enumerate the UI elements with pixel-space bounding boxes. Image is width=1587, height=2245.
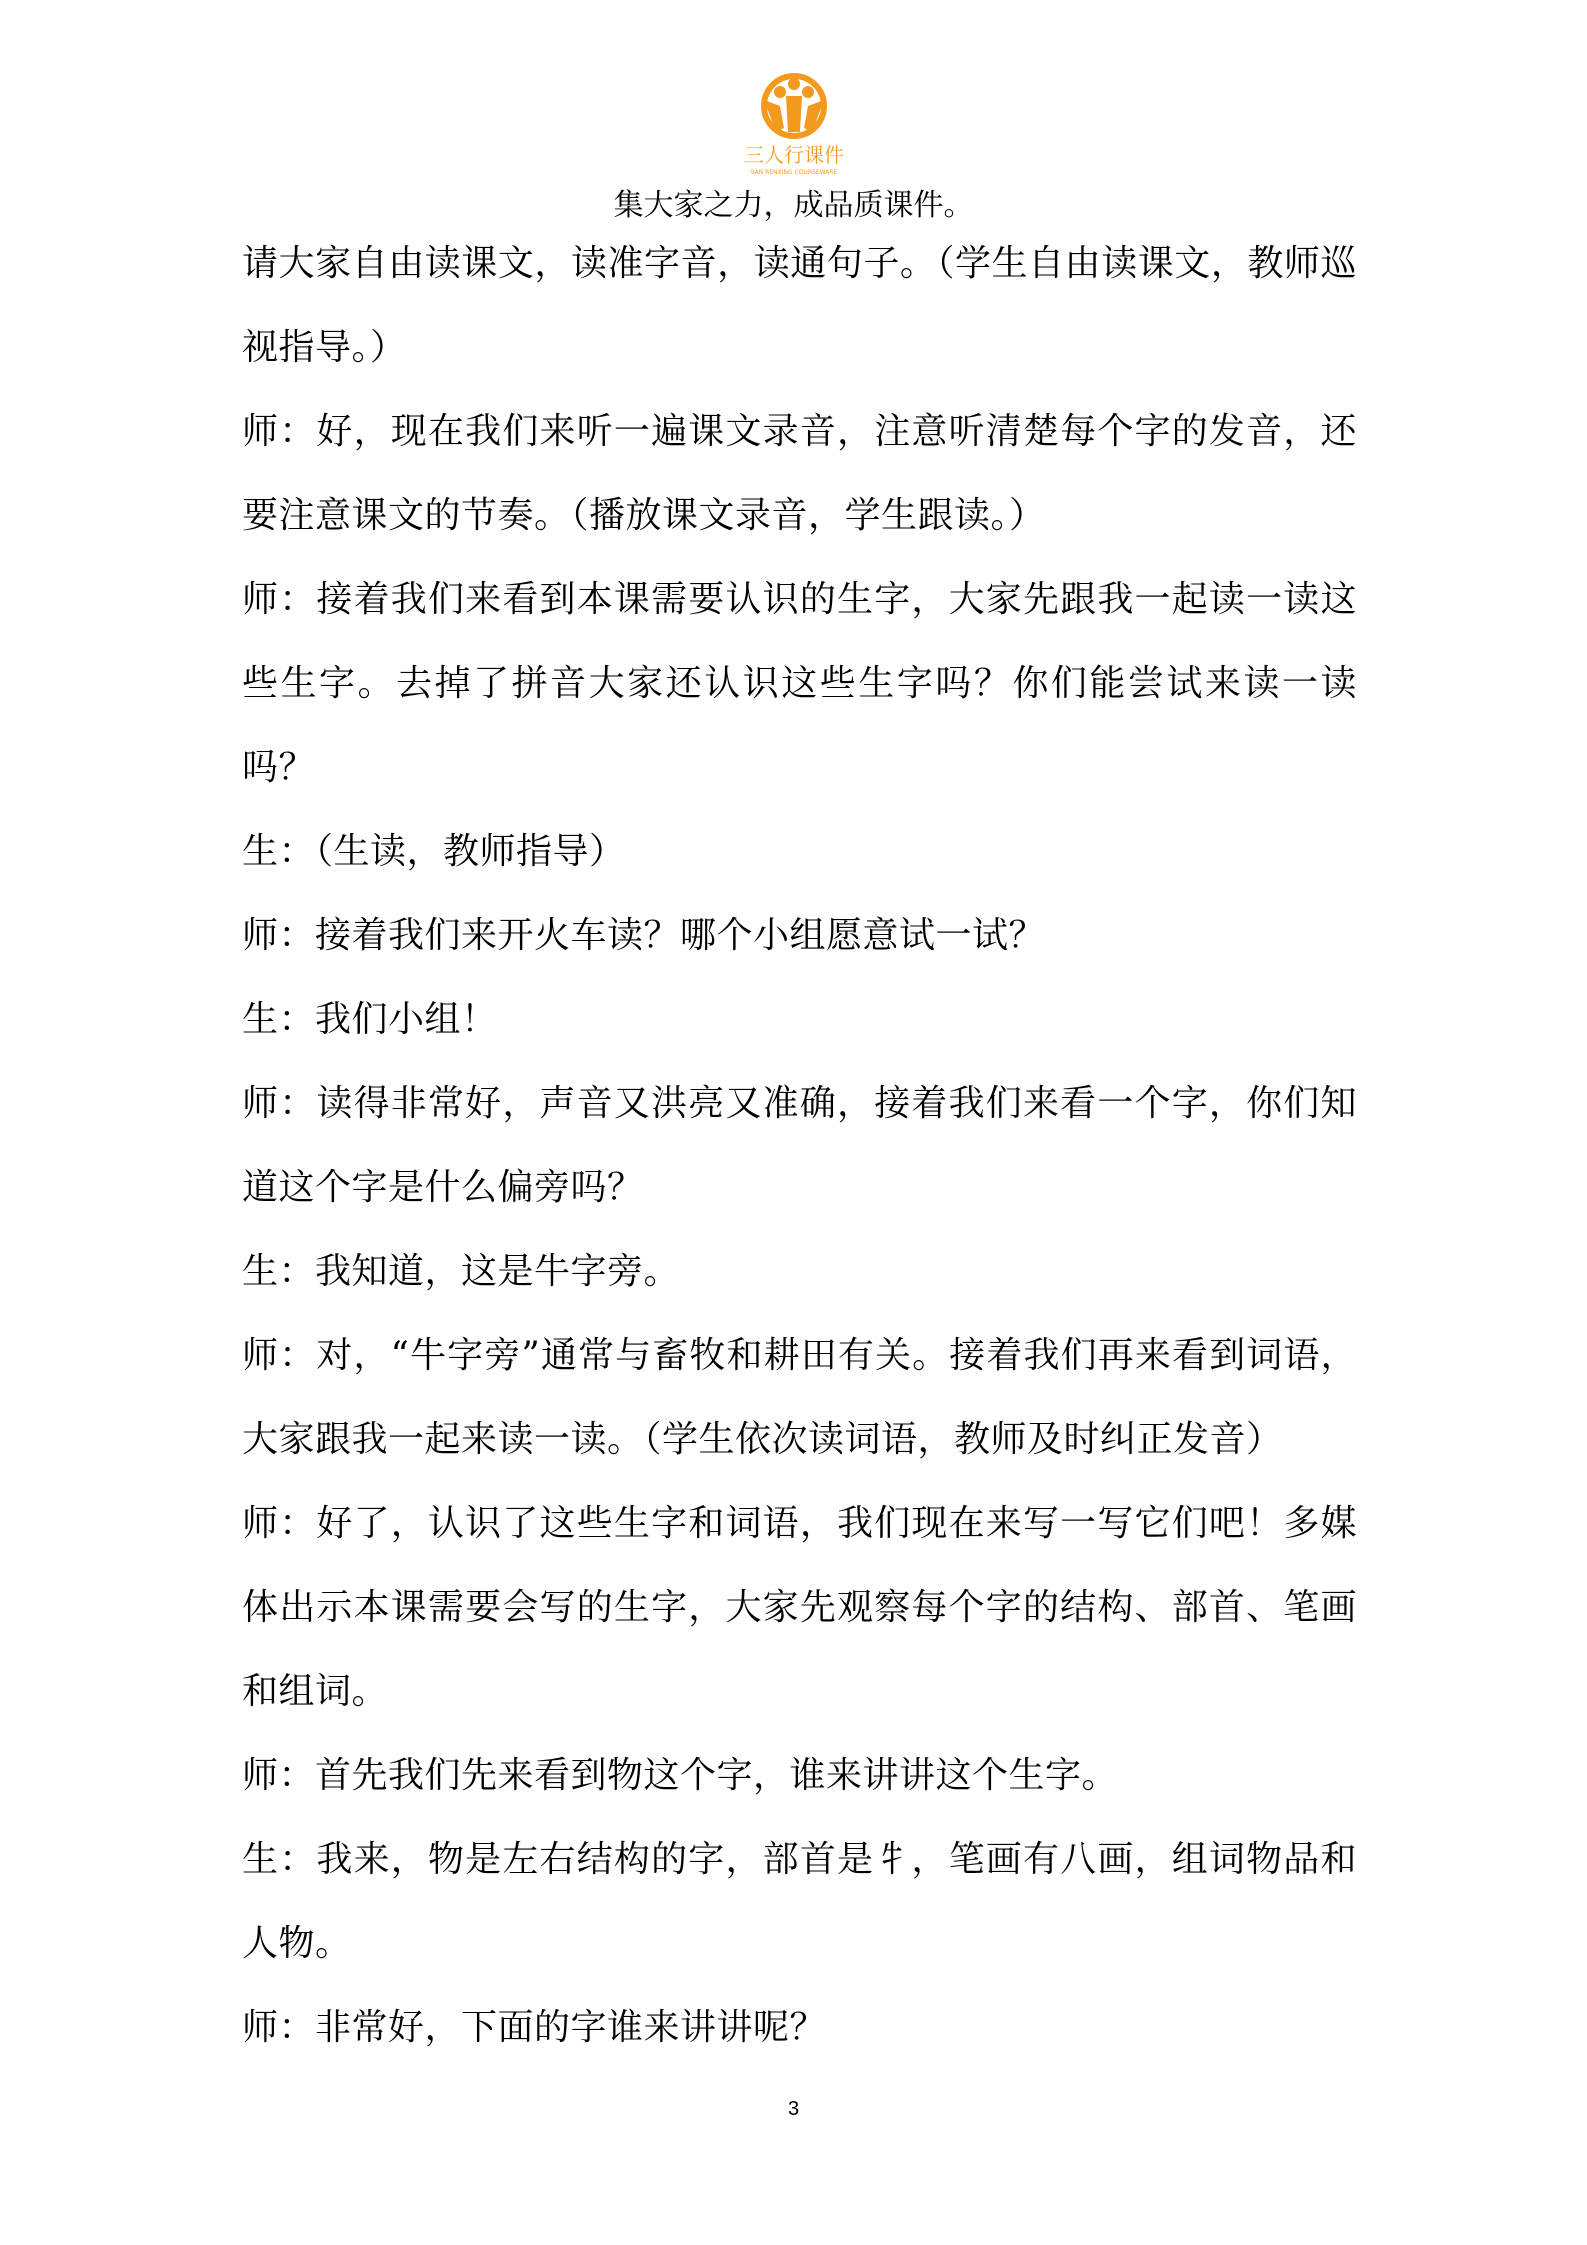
paragraph: 师：非常好，下面的字谁来讲讲呢？	[242, 2007, 827, 2048]
paragraph: 师：接着我们来看到本课需要认识的生字，大家先跟我一起读一读这些生字。去掉了拼音大家还认识这些生字吗？你们能尝试来读一读吗？	[242, 579, 1357, 788]
logo-subtext: SAN RENXING COURSEWARE	[750, 169, 837, 176]
paragraph: 生：我们小组！	[242, 999, 498, 1040]
document-body	[242, 222, 1357, 2070]
paragraph: 师：首先我们先来看到物这个字，谁来讲讲这个生字。	[242, 1755, 1119, 1796]
brand-logo	[734, 70, 854, 180]
paragraph: 请大家自由读课文，读准字音，读通句子。（学生自由读课文，教师巡视指导。）	[242, 243, 1357, 368]
paragraph: 生：（生读，教师指导）	[242, 831, 626, 872]
paragraph: 师：接着我们来开火车读？哪个小组愿意试一试？	[242, 915, 1046, 956]
page-header	[0, 70, 1587, 224]
logo-text: 三人行课件	[743, 143, 844, 167]
paragraph: 生：我来，物是左右结构的字，部首是牜，笔画有八画，组词物品和人物。	[242, 1839, 1357, 1964]
paragraph: 师：好了，认识了这些生字和词语，我们现在来写一写它们吧！多媒体出示本课需要会写的生字，大家先观察每个字的结构、部首、笔画和组词。	[242, 1503, 1357, 1712]
paragraph: 生：我知道，这是牛字旁。	[242, 1251, 681, 1292]
paragraph: 师：读得非常好，声音又洪亮又准确，接着我们来看一个字，你们知道这个字是什么偏旁吗？	[242, 1083, 1357, 1208]
paragraph: 师：好，现在我们来听一遍课文录音，注意听清楚每个字的发音，还要注意课文的节奏。（播放课文录音，学生跟读。）	[242, 411, 1357, 536]
page-number: 3	[787, 2098, 800, 2120]
paragraph: 师：对，“牛字旁”通常与畜牧和耕田有关。接着我们再来看到词语，大家跟我一起来读一读。（学生依次读词语，教师及时纠正发音）	[242, 1335, 1357, 1460]
brand-tagline: 集大家之力，成品质课件。	[613, 188, 974, 223]
